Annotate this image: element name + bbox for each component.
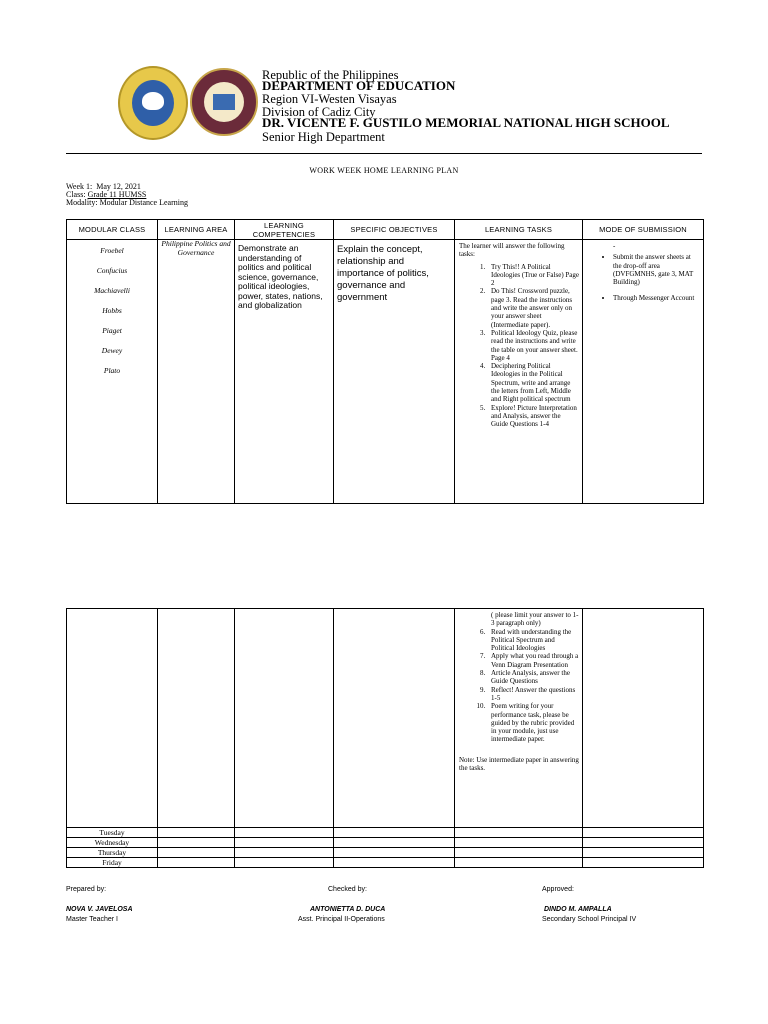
task-item: 8. Article Analysis, answer the Guide Questions (487, 669, 579, 686)
task-item: 2. Do This! Crossword puzzle, page 3. Read the instructions and write the answer only on your answer sheet (Intermediate paper). (487, 287, 579, 328)
column-header: LEARNING COMPETENCIES (235, 220, 334, 240)
approved-label: Approved: (542, 886, 574, 893)
day-label: Wednesday (67, 838, 158, 848)
class-name: Machiavelli (94, 286, 130, 295)
column-header: MODULAR CLASS (67, 220, 158, 240)
checked-name: ANTONIETTA D. DUCA (310, 906, 386, 913)
learning-plan-table (66, 219, 704, 504)
table-row (67, 240, 704, 504)
modality-value: Modular Distance Learning (99, 198, 188, 207)
modality-label: Modality: (66, 198, 98, 207)
task-item: 10. Poem writing for your performance task, please be guided by the rubric provided in your module, just use intermediate paper. (487, 702, 579, 743)
task-item: 4. Deciphering Political Ideologies in the Political Spectrum, write and arrange the letters from Left, Middle and Right political spectrum (487, 362, 579, 403)
class-value: Grade 11 HUMSS (87, 190, 147, 199)
column-header: SPECIFIC OBJECTIVES (334, 220, 455, 240)
task-list (459, 628, 579, 744)
day-label: Thursday (67, 848, 158, 858)
deped-seal-logo (118, 66, 188, 140)
checked-name-wrap (310, 906, 385, 913)
day-row (67, 828, 704, 838)
day-row (67, 858, 704, 868)
header-division: Division of Cadiz City (262, 105, 376, 119)
mode-dash: - (613, 242, 616, 250)
book-emblem-icon (213, 94, 235, 110)
whale-emblem-icon (142, 92, 164, 110)
task-item: 3. Political Ideology Quiz, please read the instructions and write the table on your answer sheet. Page 4 (487, 329, 579, 362)
submission-item: • Submit the answer sheets at the drop-off area (DVFGMNHS, gate 3, MAT Building) (613, 253, 700, 286)
empty-cell (235, 609, 334, 828)
empty-cell (158, 609, 235, 828)
checked-title: Asst. Principal II-Operations (298, 916, 385, 923)
meta-modality (66, 199, 188, 208)
document-title: WORK WEEK HOME LEARNING PLAN (309, 166, 459, 175)
header-republic: Republic of the Philippines (262, 68, 399, 82)
prepared-title: Master Teacher I (66, 916, 119, 923)
table-row (67, 609, 704, 828)
class-label: Class: (66, 190, 86, 199)
prepared-name: NOVA V. JAVELOSA (66, 906, 133, 913)
approved-name: DINDO M. AMPALLA (544, 906, 612, 913)
learning-area-cell: Philippine Politics and Governance (158, 240, 235, 504)
learning-tasks-cell (455, 240, 583, 504)
empty-cell (583, 609, 704, 828)
class-name: Confucius (96, 266, 128, 275)
task-item: 7. Apply what you read through a Venn Diagram Presentation (487, 652, 579, 669)
column-header: MODE OF SUBMISSION (583, 220, 704, 240)
learning-plan-table-continued (66, 608, 704, 868)
task-item: 9. Reflect! Answer the questions 1-5 (487, 686, 579, 703)
learning-tasks-cell (455, 609, 583, 828)
table-header-row (67, 220, 704, 240)
task-item: 5. Explore! Picture Interpretation and Analysis, answer the Guide Questions 1-4 (487, 404, 579, 429)
tasks-note: Note: Use intermediate paper in answering the tasks. (459, 755, 579, 773)
modular-class-cell (67, 240, 158, 504)
class-name: Froebel (100, 246, 124, 255)
tasks-intro: The learner will answer the following tasks: (459, 242, 565, 259)
empty-cell (334, 609, 455, 828)
class-name: Dewey (101, 346, 123, 355)
week-value: May 12, 2021 (96, 182, 141, 191)
submission-cell (583, 240, 704, 504)
header-region: Region VI-Westen Visayas (262, 92, 397, 106)
week-label: Week 1: (66, 182, 93, 191)
class-name: Piaget (102, 326, 122, 335)
submission-list (587, 253, 700, 302)
header-department-name: Senior High Department (262, 130, 385, 144)
approved-title: Secondary School Principal IV (542, 916, 637, 923)
column-header: LEARNING TASKS (455, 220, 583, 240)
task-item: 1. Try This!! A Political Ideologies (True or False) Page 2 (487, 263, 579, 288)
day-row (67, 848, 704, 858)
day-label: Friday (67, 858, 158, 868)
day-row (67, 838, 704, 848)
header-divider (66, 153, 702, 154)
submission-item: • Through Messenger Account (613, 294, 700, 302)
header-school: DR. VICENTE F. GUSTILO MEMORIAL NATIONAL HIGH SCHOOL (262, 115, 670, 130)
class-name: Hobbs (102, 306, 122, 315)
tasks-continued: ( please limit your answer to 1-3 paragraph only) (491, 611, 579, 628)
competency-cell: Demonstrate an understanding of politics and political science, governance, political ideologies, power, states, nations, and globalization (235, 240, 334, 504)
school-seal-logo (190, 68, 258, 136)
column-header: LEARNING AREA (158, 220, 235, 240)
checked-label: Checked by: (328, 886, 367, 893)
header-department: DEPARTMENT OF EDUCATION (262, 78, 456, 93)
objective-cell: Explain the concept, relationship and importance of politics, governance and government (334, 240, 455, 504)
approved-name-wrap (544, 906, 612, 913)
task-list (459, 263, 579, 429)
empty-cell (67, 609, 158, 828)
task-item: 6. Read with understanding the Political Spectrum and Political Ideologies (487, 628, 579, 653)
prepared-label: Prepared by: (66, 886, 107, 893)
day-label: Tuesday (67, 828, 158, 838)
prepared-name-wrap (66, 906, 133, 913)
class-name: Plato (103, 366, 121, 375)
